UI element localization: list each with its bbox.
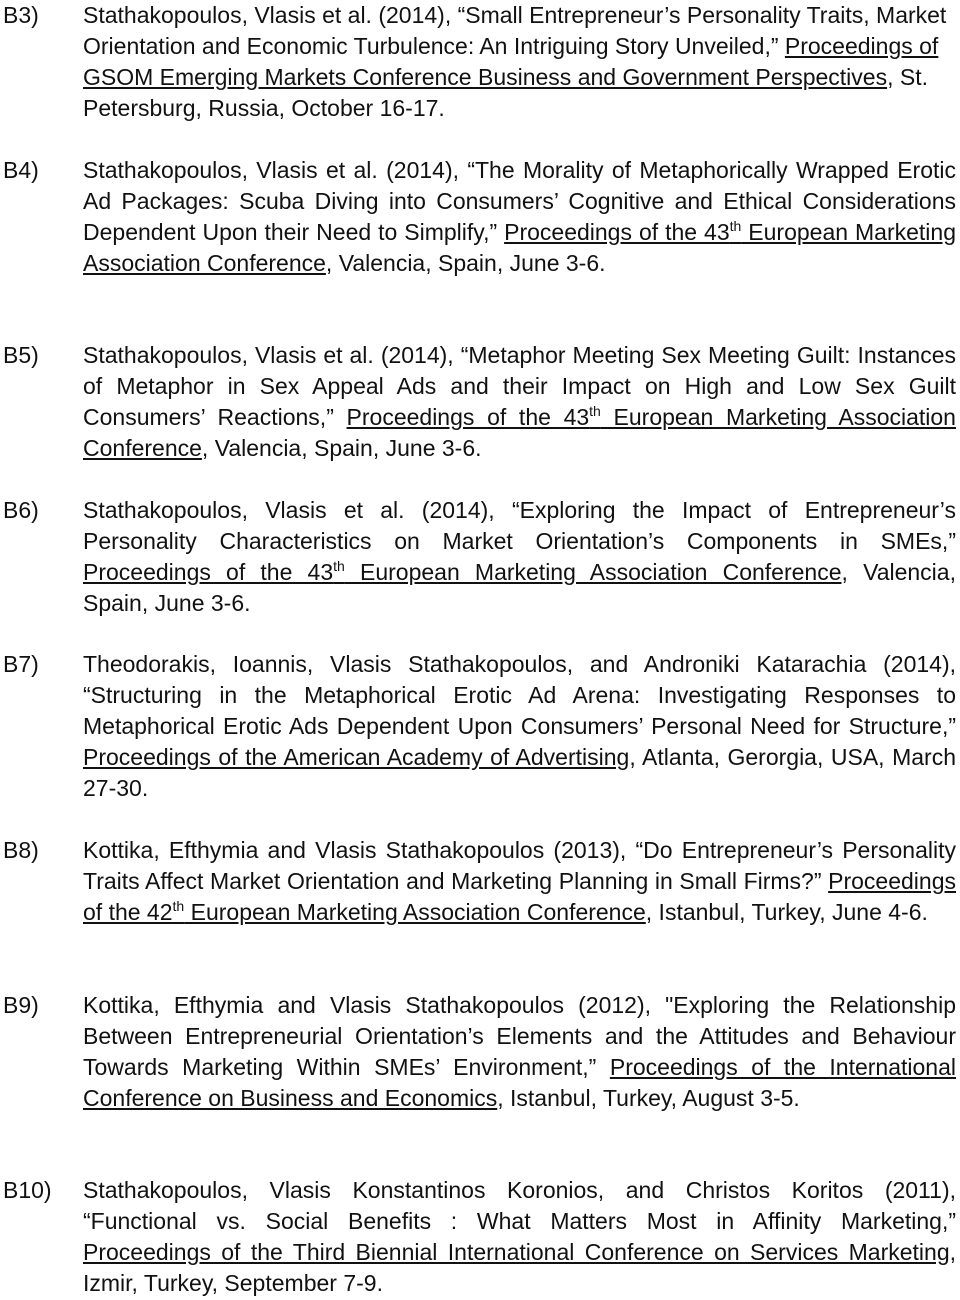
citation-location: , Valencia, Spain, June 3-6.	[83, 559, 956, 616]
citation-text	[83, 649, 956, 804]
entry-label: B8)	[3, 837, 39, 863]
entry-label: B7)	[3, 651, 39, 677]
entry-label: B4)	[3, 157, 39, 183]
citation-body: Stathakopoulos, Vlasis et al. (2014), “Metaphor Meeting Sex Meeting Guilt: Instances of Metaphor in Sex Appeal Ads and their Impact on High and Low Sex Guilt Consumers’ Reactions,”	[83, 342, 956, 430]
entry-label: B6)	[3, 497, 39, 523]
citation-text	[83, 1175, 956, 1299]
citation-location: , Istanbul, Turkey, June 4-6.	[645, 899, 928, 925]
citation-location: , Atlanta, Gerorgia, USA, March 27-30.	[83, 744, 956, 801]
proceedings-title: Proceedings of the 43th European Marketing Association Conference	[83, 403, 956, 461]
citation-body: Stathakopoulos, Vlasis et al. (2014), “Exploring the Impact of Entrepreneur’s Personality Characteristics on Market Orientation’s Components in SMEs,”	[83, 497, 956, 554]
entry-label: B5)	[3, 342, 39, 368]
proceedings-title: Proceedings of the Third Biennial International Conference on Services Marketing	[83, 1239, 950, 1265]
citation-location: , Valencia, Spain, June 3-6.	[201, 435, 482, 461]
citation-text	[83, 340, 956, 464]
entry-label: B10)	[3, 1177, 52, 1203]
citation-body: Stathakopoulos, Vlasis Konstantinos Koronios, and Christos Koritos (2011), “Functional vs. Social Benefits : What Matters Most in Affinity Marketing,”	[83, 1177, 956, 1234]
proceedings-title: Proceedings of the 43th European Marketing Association Conference	[83, 218, 956, 276]
proceedings-title: Proceedings of the 42th European Marketing Association Conference	[83, 868, 956, 925]
proceedings-title: Proceedings of GSOM Emerging Markets Conference Business and Government Perspectives	[83, 33, 939, 90]
citation-location: , Valencia, Spain, June 3-6.	[325, 250, 606, 276]
proceedings-title: Proceedings of the International Conference on Business and Economics	[83, 1054, 956, 1111]
citation-body: Stathakopoulos, Vlasis et al. (2014), “The Morality of Metaphorically Wrapped Erotic Ad Packages: Scuba Diving into Consumers’ Cognitive and Ethical Considerations Dependent Upon their Need to Simplify,”	[83, 157, 956, 245]
citation-body: Stathakopoulos, Vlasis et al. (2014), “Small Entrepreneur’s Personality Traits, Market Orientation and Economic Turbulence: An Intriguing Story Unveiled,”	[83, 2, 947, 59]
proceedings-title: Proceedings of the American Academy of Advertising	[83, 744, 630, 770]
proceedings-title: Proceedings of the 43th European Marketing Association Conference	[83, 558, 842, 585]
citation-location: , St. Petersburg, Russia, October 16-17.	[83, 64, 928, 121]
entry-label: B3)	[3, 2, 39, 28]
citation-location: , Izmir, Turkey, September 7-9.	[83, 1239, 956, 1296]
citation-text	[83, 990, 956, 1114]
entry-label: B9)	[3, 992, 39, 1018]
citation-location: , Istanbul, Turkey, August 3-5.	[497, 1085, 800, 1111]
citation-text	[83, 0, 956, 124]
citation-text	[83, 495, 956, 619]
citation-body: Kottika, Efthymia and Vlasis Stathakopoulos (2012), "Exploring the Relationship Between Entrepreneurial Orientation’s Elements and the Attitudes and Behaviour Towards Marketing Within SMEs’ Environment,”	[83, 992, 956, 1080]
citation-text	[83, 155, 956, 279]
citation-body: Kottika, Efthymia and Vlasis Stathakopoulos (2013), “Do Entrepreneur’s Personality Traits Affect Market Orientation and Marketing Planning in Small Firms?”	[83, 837, 956, 894]
citation-text	[83, 835, 956, 928]
citation-body: Theodorakis, Ioannis, Vlasis Stathakopoulos, and Androniki Katarachia (2014), “Structuring in the Metaphorical Erotic Ad Arena: Investigating Responses to Metaphorical Erotic Ads Dependent Upon Consumers’ Personal Need for Structure,”	[83, 651, 956, 739]
